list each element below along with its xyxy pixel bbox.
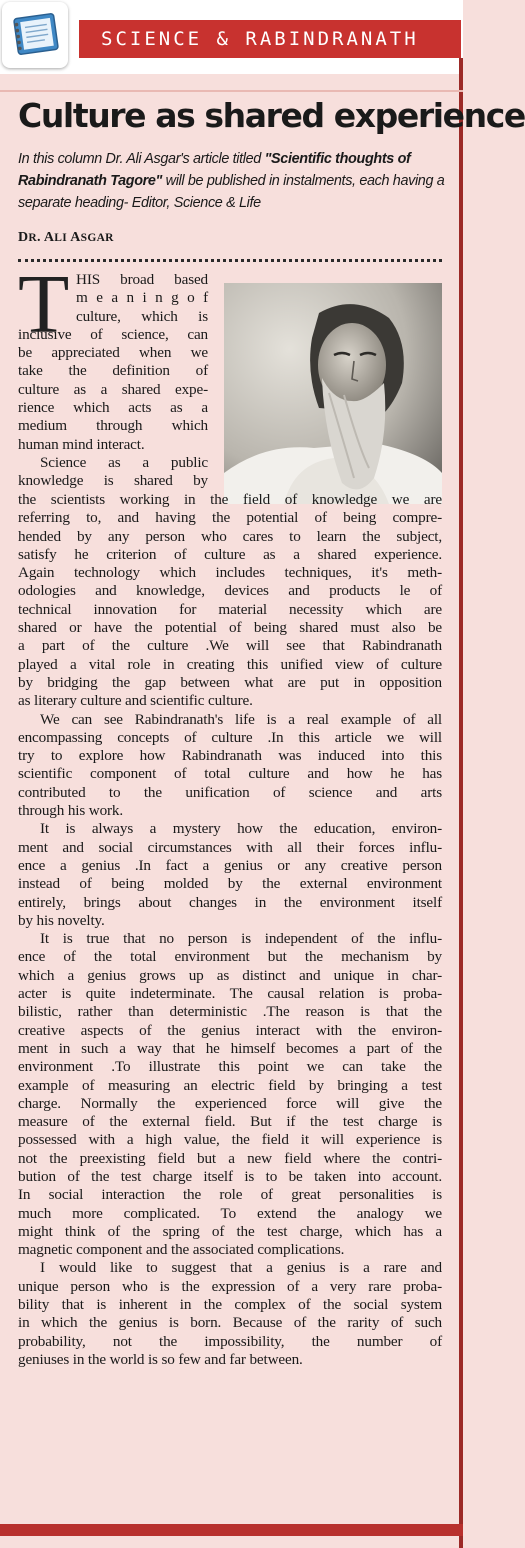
text-line: It is always a mystery how the education, environ- <box>40 820 442 838</box>
text-line: environment .To illustrate this point we can take the <box>18 1058 442 1076</box>
text-line: scientific component of total culture and how he has <box>18 765 442 783</box>
article-headline: Culture as shared experience <box>18 96 525 135</box>
text-line: magnetic component and the associated complications. <box>18 1241 345 1259</box>
text-line: It is true that no person is independent of the influ- <box>40 930 442 948</box>
text-line: take the definition of <box>18 362 208 380</box>
text-line: In social interaction the role of great personalities is <box>18 1186 442 1204</box>
text-line: We can see Rabindranath's life is a real example of all <box>40 710 442 728</box>
text-line: creative aspects of the genius interact with the environ- <box>18 1021 442 1039</box>
text-line: possessed with a high value, the field it will experience is <box>18 1131 442 1149</box>
text-line: a part of the culture .We will see that Rabindranath <box>18 637 442 655</box>
text-line: Again technology which includes techniques, it's meth- <box>18 564 442 582</box>
text-line: ence a genius .In fact a genius or any creative person <box>18 856 442 874</box>
text-line: technical innovation for material necessity which are <box>18 600 442 618</box>
header-divider <box>0 90 463 92</box>
body-full-column <box>18 491 442 1369</box>
text-line: which a genius grows up as distinct and unique in char- <box>18 966 442 984</box>
text-line: be appreciated when we <box>18 344 208 362</box>
portrait-photo <box>224 283 442 504</box>
text-line: entirely, brings about changes in the environment itself <box>18 893 442 911</box>
text-line: culture as a shared expe- <box>18 380 208 398</box>
text-line: ment in such a way that he himself becomes a part of the <box>18 1039 442 1057</box>
text-line: bilistic, rather than deterministic .The reason is that the <box>18 1003 442 1021</box>
text-line: as literary culture and scientific culture. <box>18 692 253 710</box>
text-line: m e a n i n g o f <box>76 289 208 307</box>
text-line: probability, not the impossibility, the number of <box>18 1332 442 1350</box>
text-line: odologies and knowledge, devices and products le of <box>18 582 442 600</box>
text-line: measure of the external field. But if the test charge is <box>18 1113 442 1131</box>
dek-tail: will be published in instalments, each having a separate heading- Editor, Science & Life <box>18 173 445 211</box>
text-line: hended by any person who cares to learn the subject, <box>18 527 442 545</box>
text-line: acter is quite indeterminate. The causal relation is proba- <box>18 985 442 1003</box>
text-line: try to explore how Rabindranath was induced into this <box>18 747 442 765</box>
notebook-icon <box>2 2 68 68</box>
author-byline: DR. ALI ASGAR <box>18 230 114 245</box>
article-dek <box>18 148 446 214</box>
text-line: by his novelty. <box>18 911 105 929</box>
text-line: in which the genius is born. Because of the rarity of such <box>18 1314 442 1332</box>
drop-cap: T <box>18 258 70 351</box>
text-line: the scientists working in the field of knowledge we are <box>18 491 442 508</box>
text-line: played a vital role in creating this unified view of culture <box>18 655 442 673</box>
text-line: ence of the total environment but the mechanism by <box>18 948 442 966</box>
text-line: satisfy he criterion of culture as a shared experience. <box>18 545 442 563</box>
text-line: HIS broad based <box>76 271 208 288</box>
text-line: geniuses in the world is so few and far between. <box>18 1350 303 1368</box>
footer-rule <box>0 1524 463 1536</box>
text-line: human mind interact. <box>18 435 145 453</box>
text-line: encompassing concepts of culture .In this article we will <box>18 728 442 746</box>
section-title: SCIENCE & RABINDRANATH <box>79 20 461 58</box>
text-line: referring to, and having the potential of being compre- <box>18 509 442 527</box>
text-line: by bridging the gap between what are put in opposition <box>18 673 442 691</box>
dek-article-title: "Scientific thoughts of Rabindranath Tagore" <box>18 151 411 189</box>
body-narrow-column <box>18 258 208 491</box>
text-line: bution of the test charge itself is to be taken into account. <box>18 1167 442 1185</box>
text-line: through his work. <box>18 802 124 820</box>
text-line: Science as a public <box>40 453 208 471</box>
text-line: charge. Normally the experienced force will give the <box>18 1094 442 1112</box>
text-line: knowledge is shared by <box>18 472 208 490</box>
text-line: bility that is inherent in the complex of the social system <box>18 1296 442 1314</box>
text-line: culture, which is <box>76 307 208 325</box>
text-line: contributed to the unification of science and arts <box>18 783 442 801</box>
text-line: much more complicated. To extend the analogy we <box>18 1204 442 1222</box>
dotted-divider <box>18 259 442 263</box>
text-line: unique person who is the expression of a very rare proba- <box>18 1277 442 1295</box>
text-line: not the preexisting field but a new field where the contri- <box>18 1149 442 1167</box>
text-line: inclusive of science, can <box>18 325 208 343</box>
text-line: I would like to suggest that a genius is a rare and <box>40 1259 442 1277</box>
text-line: shared or have the potential of being shared must also be <box>18 619 442 637</box>
dek-lead: In this column Dr. Ali Asgar's article titled <box>18 151 265 167</box>
text-line: example of measuring an electric field by bringing a test <box>18 1076 442 1094</box>
text-line: rience which acts as a <box>18 399 208 417</box>
text-line: instead of being molded by the external environment <box>18 875 442 893</box>
text-line: medium through which <box>18 417 208 435</box>
page-edge-rule <box>459 58 463 1548</box>
text-line: might think of the spring of the test charge, which has a <box>18 1222 442 1240</box>
text-line: ment and social circumstances with all their forces influ- <box>18 838 442 856</box>
